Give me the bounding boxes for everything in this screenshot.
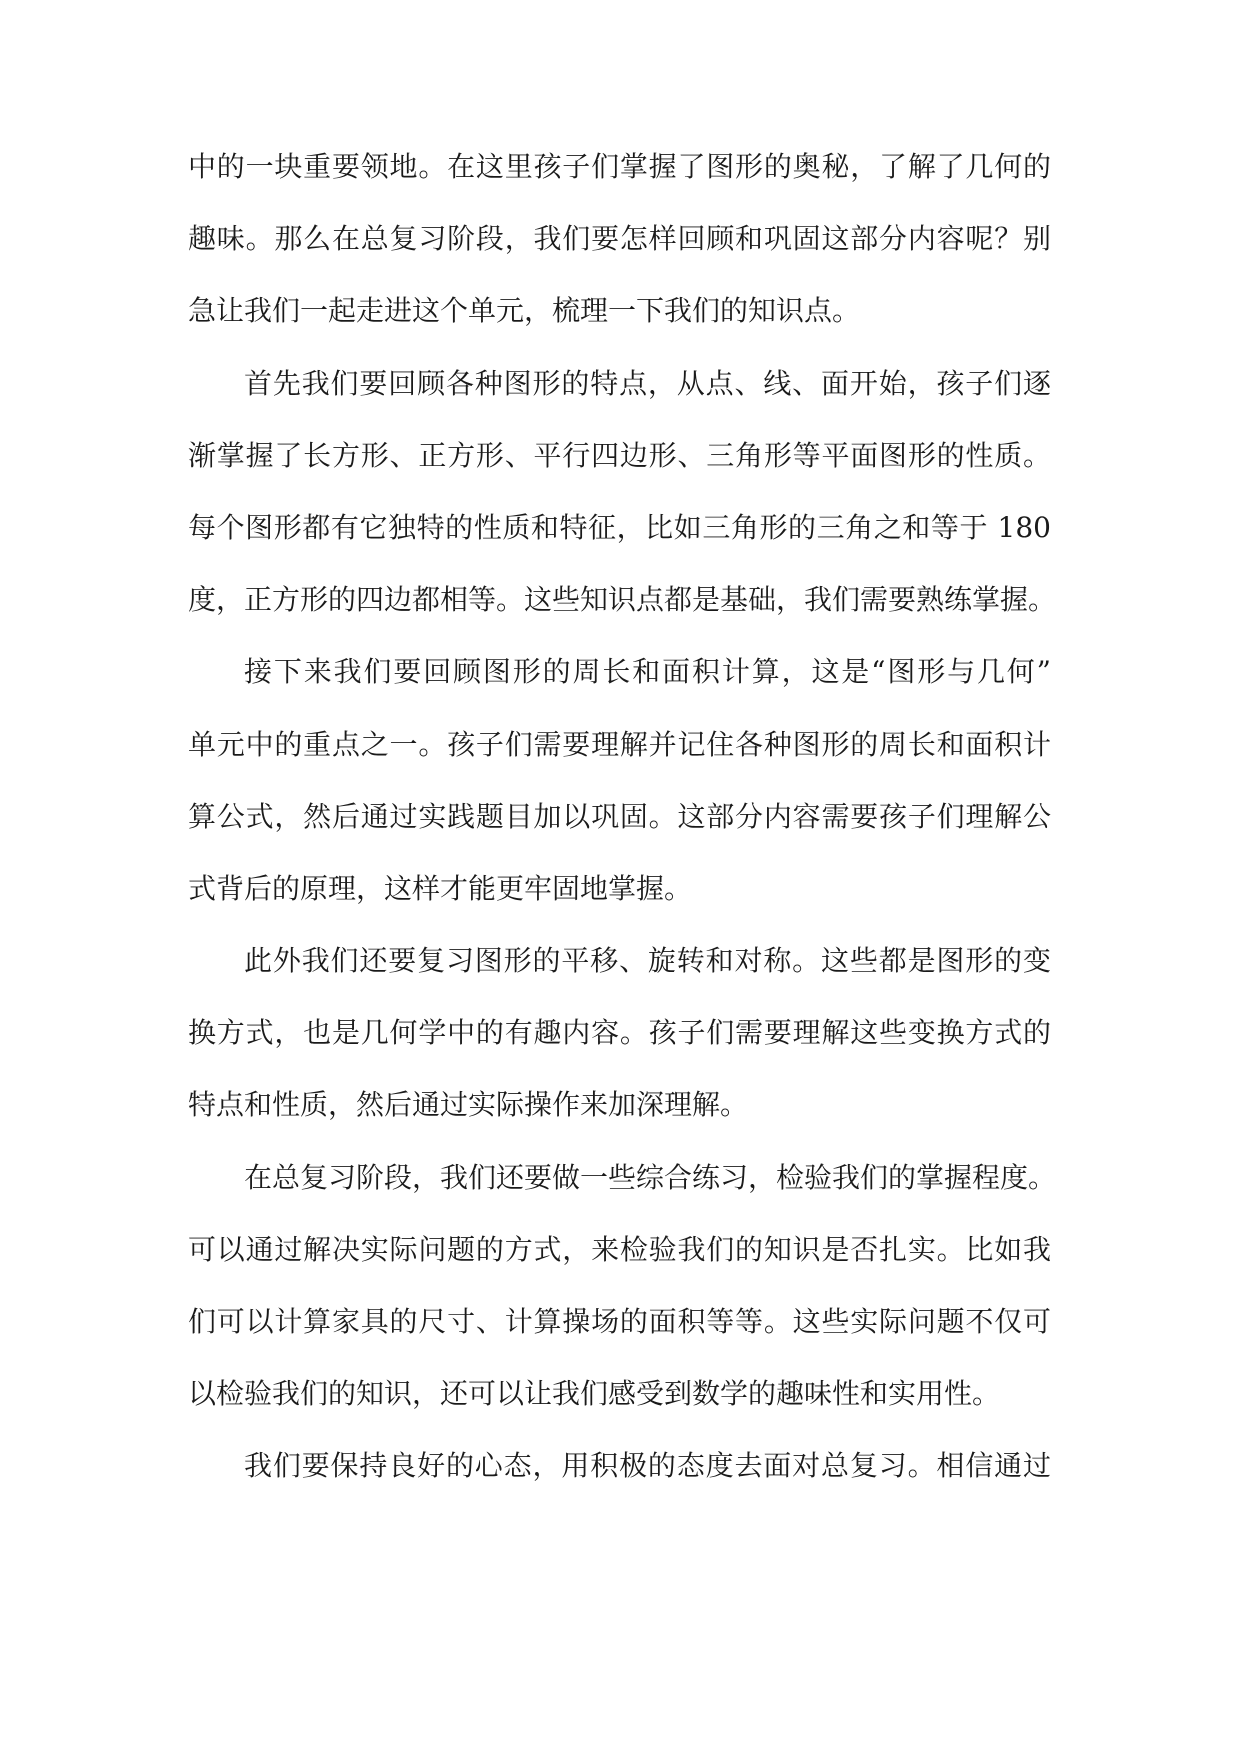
document-body	[188, 139, 1057, 1511]
text-line: 首先我们要回顾各种图形的特点，从点、线、面开始，孩子们逐	[244, 366, 1051, 400]
text-line: 接下来我们要回顾图形的周长和面积计算，这是“图形与几何”	[244, 655, 1051, 689]
text-line: 趣味。那么在总复习阶段，我们要怎样回顾和巩固这部分内容呢？别	[188, 222, 1051, 256]
text-line: 特点和性质，然后通过实际操作来加深理解。	[188, 1088, 749, 1122]
text-line: 渐掌握了长方形、正方形、平行四边形、三角形等平面图形的性质。	[188, 438, 1051, 472]
text-line: 在总复习阶段，我们还要做一些综合练习，检验我们的掌握程度。	[244, 1160, 1057, 1194]
text-line: 此外我们还要复习图形的平移、旋转和对称。这些都是图形的变	[244, 944, 1051, 978]
text-line: 急让我们一起走进这个单元，梳理一下我们的知识点。	[188, 294, 861, 328]
text-line: 中的一块重要领地。在这里孩子们掌握了图形的奥秘，了解了几何的	[188, 150, 1051, 183]
text-line: 式背后的原理，这样才能更牢固地掌握。	[188, 871, 693, 905]
text-line: 每个图形都有它独特的性质和特征，比如三角形的三角之和等于 180	[188, 510, 1051, 544]
text-line: 单元中的重点之一。孩子们需要理解并记住各种图形的周长和面积计	[188, 727, 1051, 761]
text-line: 度，正方形的四边都相等。这些知识点都是基础，我们需要熟练掌握。	[188, 583, 1057, 617]
text-line: 换方式，也是几何学中的有趣内容。孩子们需要理解这些变换方式的	[188, 1016, 1051, 1050]
text-line: 们可以计算家具的尺寸、计算操场的面积等等。这些实际问题不仅可	[188, 1305, 1051, 1338]
text-line: 算公式，然后通过实践题目加以巩固。这部分内容需要孩子们理解公	[188, 799, 1051, 833]
text-line: 以检验我们的知识，还可以让我们感受到数学的趣味性和实用性。	[188, 1377, 1001, 1411]
text-line: 我们要保持良好的心态，用积极的态度去面对总复习。相信通过	[244, 1449, 1051, 1483]
text-line: 可以通过解决实际问题的方式，来检验我们的知识是否扎实。比如我	[188, 1232, 1051, 1266]
